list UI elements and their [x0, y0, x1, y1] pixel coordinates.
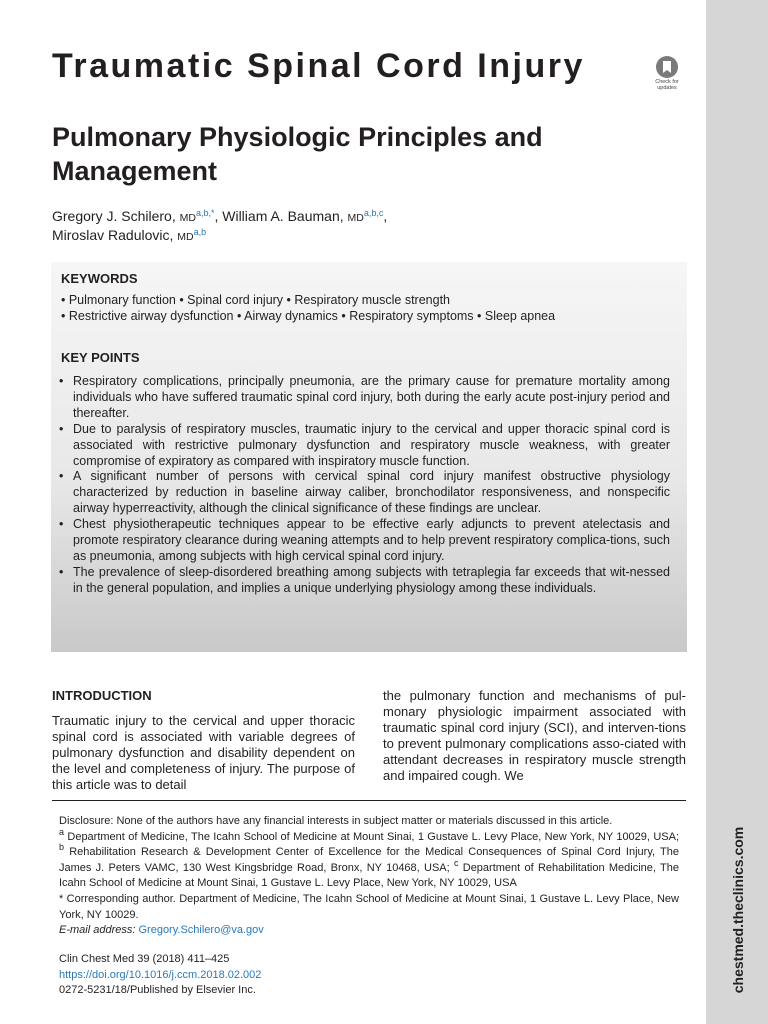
author-separator: , [383, 208, 388, 224]
footnotes [59, 814, 679, 939]
keywords-line: • Pulmonary function • Spinal cord injury • Respiratory muscle strength [61, 293, 450, 307]
affiliation-a: Department of Medicine, The Icahn School of Medicine at Mount Sinai, 1 Gustave L. Levy Place, New York, NY 10029, USA; [64, 830, 679, 843]
issn-line: 0272-5231/18/Published by Elsevier Inc. [59, 984, 256, 997]
key-points-heading: KEY POINTS [61, 350, 140, 365]
check-for-updates-badge[interactable] [649, 56, 685, 91]
key-point: • Chest physiotherapeutic techniques appear to be effective early adjuncts to prevent atelectasis and promote respiratory clearance during weaning attempts and to help prevent respiratory complica-tions, such as pneumonia, among subjects with high cervical spinal cord injury. [58, 517, 670, 565]
keywords-list [61, 292, 681, 324]
author-name: William A. Bauman, [222, 208, 344, 224]
email-label: E-mail address: [59, 924, 136, 937]
keywords-heading: KEYWORDS [61, 271, 138, 286]
article-title: Traumatic Spinal Cord Injury [52, 47, 585, 85]
affiliation-mark: b [59, 842, 65, 853]
key-point: • Respiratory complications, principally pneumonia, are the primary cause for premature mortality among individuals who have suffered traumatic spinal cord injury, both during the early acute post-injury period and thereafter. [58, 374, 670, 422]
email-link[interactable]: Gregory.Schilero@va.gov [138, 924, 264, 937]
introduction-column-2: the pulmonary function and mechanisms of pul-monary physiologic impairment associated with traumatic spinal cord injury (SCI), and interven-tions to prevent pulmonary complications asso-ciated with attendant decreases in respiratory muscle strength and impaired cough. We [383, 688, 686, 783]
key-point: • The prevalence of sleep-disordered breathing among subjects with tetraplegia far exceeds that wit-nessed in the general population, and implies a unique underlying physiology among these individuals. [58, 565, 670, 597]
affiliation-c: Department of Rehabilitation Medicine, The Icahn School of Medicine at Mount Sinai, 1 Gustave L. Levy Place, New York, NY 10029, USA [59, 861, 679, 890]
badge-label: Check for updates [655, 79, 679, 91]
key-point: • Due to paralysis of respiratory muscles, traumatic injury to the cervical and upper thoracic spinal cord is associated with restrictive pulmonary dysfunction and respiratory muscle weakness, with greater compromise of expiratory as compared with inspiratory muscle function. [58, 422, 670, 470]
author-affiliation[interactable]: a,b,c [363, 208, 384, 218]
author-degree: MD [347, 212, 364, 224]
journal-url[interactable]: chestmed.theclinics.com [730, 826, 746, 994]
email-line [59, 923, 679, 939]
author-name: Gregory J. Schilero, [52, 208, 176, 224]
author-degree: MD [179, 212, 196, 224]
author-affiliation[interactable]: a,b,* [195, 208, 215, 218]
bookmark-icon [656, 56, 678, 78]
citation-block [59, 952, 459, 999]
key-point: • A significant number of persons with cervical spinal cord injury manifest obstructive physiology characterized by reduction in baseline airway caliber, bronchodilator responsiveness, and nonspecific airway hyperreactivity, although the clinical significance of these findings are unclear. [58, 469, 670, 517]
affiliation-b: Rehabilitation Research & Development Center of Excellence for the Medical Consequences of Spinal Cord Injury, The James J. Peters VAMC, 130 West Kingsbridge Road, Bronx, NY 10468, USA; [59, 846, 679, 874]
introduction-column-1: Traumatic injury to the cervical and upper thoracic spinal cord is associated with variable degrees of pulmonary dysfunction and disability dependent on the level and completeness of injury. The purpose of this article was to detail [52, 713, 355, 792]
affiliation-mark: a [59, 826, 65, 837]
author-degree: MD [177, 231, 194, 243]
disclosure-note: Disclosure: None of the authors have any financial interests in subject matter or materials discussed in this article. [59, 815, 613, 827]
keywords-line: • Restrictive airway dysfunction • Airway dynamics • Respiratory symptoms • Sleep apnea [61, 309, 556, 323]
doi-link[interactable]: https://doi.org/10.1016/j.ccm.2018.02.002 [59, 968, 262, 981]
author-separator: , [214, 208, 223, 224]
author-name: Miroslav Radulovic, [52, 227, 174, 243]
corresponding-author-note: * Corresponding author. Department of Medicine, The Icahn School of Medicine at Mount Sinai, 1 Gustave L. Levy Place, New York, NY 10029. [59, 892, 679, 921]
affiliations-note [59, 826, 679, 892]
affiliation-mark: c [453, 857, 459, 868]
key-points-list [58, 374, 670, 597]
footnote-divider [52, 800, 686, 801]
journal-citation: Clin Chest Med 39 (2018) 411–425 [59, 953, 230, 965]
introduction-heading: INTRODUCTION [52, 688, 152, 703]
author-list [52, 208, 652, 246]
author-affiliation[interactable]: a,b [193, 227, 207, 237]
article-subtitle: Pulmonary Physiologic Principles and Management [52, 122, 543, 186]
